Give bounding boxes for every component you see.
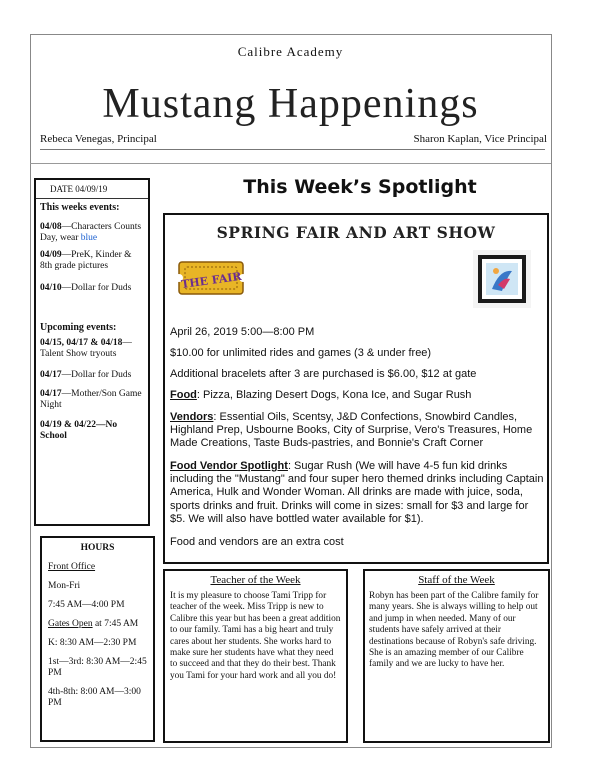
sidebar-divider — [36, 198, 148, 199]
newsletter-title: Mustang Happenings — [102, 81, 479, 127]
vendors-text: : Essential Oils, Scentsy, J&D Confections, Snowbird Candles, Highland Prep, Usbourne Books, City of Surprise, Vero's Treasures, Home Made Creations, Taste Buds-pastries, and Bonnie's Craft Corner — [170, 411, 533, 450]
event-item — [40, 370, 146, 381]
ticket-text: THE FAIR — [180, 269, 243, 292]
staff-text: Robyn has been part of the Calibre family for many years. She is always willing to help out and jump in when needed. Many of our students have safely arrived at their destinations because of Robyn's safe driving. She is an amazing member of our Calibre family and we are lucky to have her. — [369, 591, 539, 670]
event-date: 04/17 — [40, 370, 62, 380]
office-days: Mon-Fri — [48, 581, 81, 591]
event-date: 04/10 — [40, 283, 62, 293]
fvs-label: Food Vendor Spotlight — [170, 460, 288, 472]
event-date: 04/19 & 04/22 — [40, 420, 96, 430]
teacher-text: It is my pleasure to choose Tami Tripp for teacher of the week. Miss Tripp is new to Calibre this year but has been a great addition to our family. Tami has a big heart and truly cares about her students. She works hard to make sure her students have what they need to succeed and that they do their best. Thank you Tami for your hard work and all you do! — [170, 591, 341, 681]
food-label: Food — [170, 389, 197, 401]
spotlight-heading: This Week’s Spotlight — [243, 176, 477, 198]
event-date: 04/17 — [40, 389, 62, 399]
fair-bracelets: Additional bracelets after 3 are purchased is $6.00, $12 at gate — [170, 368, 477, 380]
fair-food — [170, 389, 546, 402]
vendors-label: Vendors — [170, 411, 214, 423]
fair-vendors — [170, 411, 546, 451]
event-item — [40, 420, 146, 442]
event-item — [40, 389, 146, 411]
newsletter-date: DATE 04/09/19 — [50, 184, 108, 194]
event-item — [40, 338, 146, 360]
school-name: Calibre Academy — [237, 44, 344, 59]
header-separator — [30, 163, 551, 164]
first-third-hours: 1st—3rd: 8:30 AM—2:45 PM — [48, 657, 147, 678]
principal-name: Rebeca Venegas, Principal — [40, 133, 157, 145]
vice-principal-name: Sharon Kaplan, Vice Principal — [413, 133, 547, 145]
staff-of-week-box — [363, 569, 550, 743]
events-sidebar — [34, 178, 150, 526]
fourth-eighth-hours: 4th-8th: 8:00 AM—3:00 PM — [48, 687, 141, 708]
teacher-of-week-box — [163, 569, 348, 743]
upcoming-heading: Upcoming events: — [40, 322, 117, 333]
spring-fair-box — [163, 213, 549, 564]
event-text: —Talent Show tryouts — [40, 338, 132, 359]
event-text-highlight: blue — [80, 233, 98, 243]
event-text: —Characters Counts Day, wear — [40, 222, 142, 243]
office-hours: 7:45 AM—4:00 PM — [48, 600, 125, 610]
event-item — [40, 250, 146, 272]
teacher-heading: Teacher of the Week — [210, 574, 301, 586]
this-week-heading: This weeks events: — [40, 202, 120, 213]
hours-heading: HOURS — [80, 543, 115, 553]
gates-open — [48, 619, 153, 630]
staff-heading: Staff of the Week — [418, 574, 495, 586]
fvs-text: : Sugar Rush (We will have 4-5 fun kid drinks including the "Mustang" and four super hero themed drinks including Captain America, Hulk and Wonder Woman. All drinks are made with juice, soda, sports drinks and fruit. Drinks will come in sizes: small for $3 and large for $5. We will also have bottled water available for $1). — [170, 460, 544, 525]
header-rule — [40, 149, 545, 150]
event-date: 04/09 — [40, 250, 62, 260]
event-text: —Mother/Son Game Night — [40, 389, 142, 410]
hours-box — [40, 536, 155, 742]
event-date: 04/08 — [40, 222, 62, 232]
gates-time: at 7:45 AM — [92, 619, 139, 629]
fair-ticket-icon — [177, 258, 245, 298]
event-item — [40, 222, 146, 244]
food-vendor-spotlight — [170, 460, 546, 526]
event-text: —PreK, Kinder & 8th grade pictures — [40, 250, 132, 271]
kinder-hours: K: 8:30 AM—2:30 PM — [48, 638, 137, 648]
gates-label: Gates Open — [48, 619, 93, 629]
event-item — [40, 283, 146, 294]
front-office-label: Front Office — [48, 562, 96, 572]
fair-price: $10.00 for unlimited rides and games (3 & under free) — [170, 347, 432, 359]
event-text: —No School — [40, 420, 118, 441]
fair-date: April 26, 2019 5:00—8:00 PM — [170, 326, 315, 338]
extra-cost-note: Food and vendors are an extra cost — [170, 536, 344, 548]
event-text: —Dollar for Duds — [61, 283, 132, 293]
art-frame-image — [472, 249, 532, 309]
event-date: 04/15, 04/17 & 04/18 — [40, 338, 123, 348]
fair-title: SPRING FAIR AND ART SHOW — [216, 223, 496, 242]
food-text: : Pizza, Blazing Desert Dogs, Kona Ice, and Sugar Rush — [196, 389, 472, 401]
event-text: —Dollar for Duds — [61, 370, 132, 380]
